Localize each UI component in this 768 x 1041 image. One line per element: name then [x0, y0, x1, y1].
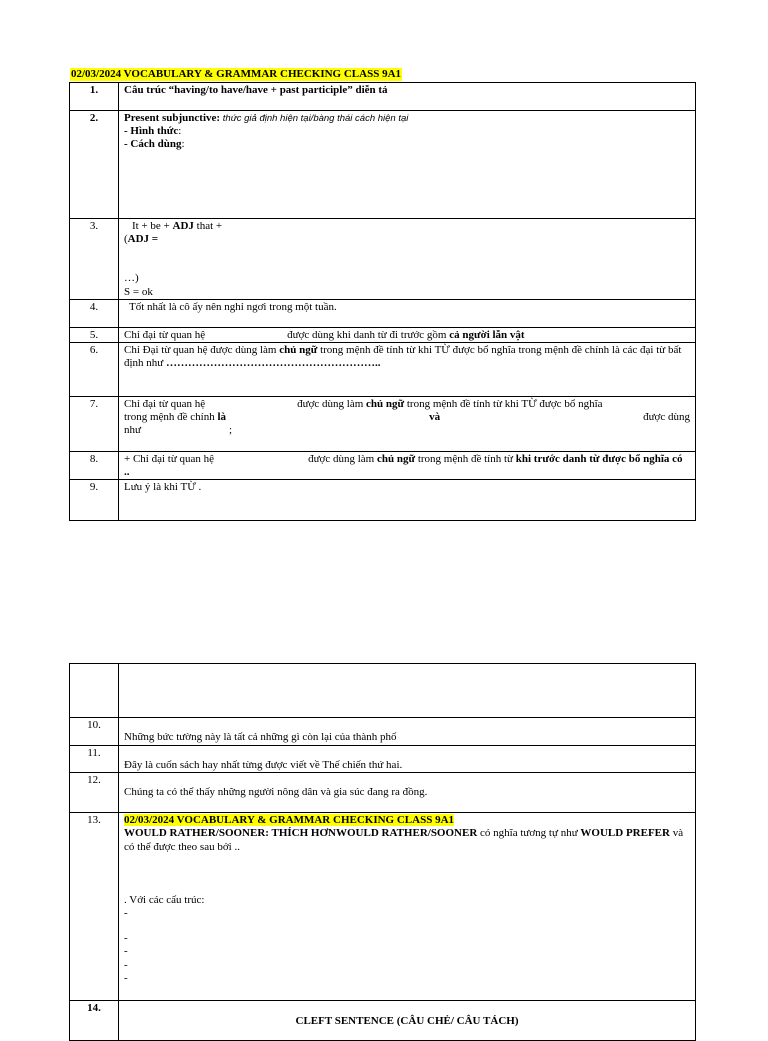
subjunctive-heading: Present subjunctive:	[124, 112, 221, 124]
row-number: 4.	[70, 299, 119, 327]
row-number: 5.	[70, 327, 119, 342]
form-label: - Hình thức	[124, 125, 179, 138]
row-content: Chỉ Đại từ quan hệ được dùng làm chủ ngữ trong mệnh đề tính từ khi TỪ được bổ nghĩa trong mệnh đề chính là các đại từ bất định như …………………………………………………..	[119, 342, 696, 396]
row-text: Câu trúc “having/to have/have + past participle” diễn tả	[119, 83, 696, 111]
row-text: Những bức tường này là tất cả những gì còn lại của thành phố	[119, 718, 696, 746]
subjunctive-note: thức giả định hiện tại/bàng thái cách hiện tại	[222, 113, 409, 124]
cleft-sentence-heading: CLEFT SENTENCE (CÂU CHẺ/ CÂU TÁCH)	[119, 1001, 696, 1041]
row-content: 02/03/2024 VOCABULARY & GRAMMAR CHECKING CLASS 9A1 WOULD RATHER/SOONER: THÍCH HƠNWOULD RATHER/SOONER có nghĩa tương tự như WOULD PREFER và có thể được theo sau bởi .. . Với các cấu trúc: - - - - -	[119, 813, 696, 1001]
usage-label: - Cách dùng	[124, 138, 182, 151]
table-row	[70, 219, 696, 300]
table-row	[70, 746, 696, 773]
table-row	[70, 773, 696, 813]
worksheet-title: 02/03/2024 VOCABULARY & GRAMMAR CHECKING CLASS 9A1	[71, 68, 402, 80]
table-row	[70, 327, 696, 342]
row-content: Chỉ đại từ quan hệ được dùng khi danh từ đi trước gồm cả người lẫn vật	[119, 327, 696, 342]
row-number: 13.	[70, 813, 119, 1001]
table-row	[70, 1001, 696, 1041]
table-row	[70, 342, 696, 396]
row-content: Present subjunctive: thức giả định hiện tại/bàng thái cách hiện tại - Hình thức: - Cách dùng:	[119, 111, 696, 219]
table-row	[70, 396, 696, 451]
table-row	[70, 718, 696, 746]
row-number: 6.	[70, 342, 119, 396]
table-row	[70, 480, 696, 521]
row-content: + Chỉ đại từ quan hệ được dùng làm chủ ngữ trong mệnh đề tính từ khi trước danh từ được bổ nghĩa có ..	[119, 451, 696, 479]
row-number: 3.	[70, 219, 119, 300]
row-number: 14.	[70, 1001, 119, 1041]
row-number: 10.	[70, 718, 119, 746]
row-number: 2.	[70, 111, 119, 219]
table-row	[70, 299, 696, 327]
row-text: Tốt nhất là cô ấy nên nghỉ ngơi trong một tuần.	[119, 299, 696, 327]
table-row	[70, 813, 696, 1001]
grammar-table-1	[69, 82, 696, 521]
row-number: 9.	[70, 480, 119, 521]
table-row	[70, 111, 696, 219]
grammar-table-2	[69, 663, 696, 1041]
row-text: Đây là cuốn sách hay nhất từng được viết về Thế chiến thứ hai.	[119, 746, 696, 773]
row-text: Chúng ta có thể thấy những người nông dân và gia súc đang ra đồng.	[119, 773, 696, 813]
table-row	[70, 664, 696, 718]
section-title: 02/03/2024 VOCABULARY & GRAMMAR CHECKING CLASS 9A1	[124, 814, 455, 827]
row-number: 8.	[70, 451, 119, 479]
row-content: It + be + ADJ that + (ADJ = …) S = ok	[119, 219, 696, 300]
table-row	[70, 451, 696, 479]
row-number: 12.	[70, 773, 119, 813]
row-text: Lưu ý là khi TỪ .	[119, 480, 696, 521]
row-content: Chỉ đại từ quan hệ được dùng làm chủ ngữ trong mệnh đề tính từ khi TỪ được bổ nghĩa trong mệnh đề chính là và được dùng như ;	[119, 396, 696, 451]
table-row	[70, 83, 696, 111]
row-number: 11.	[70, 746, 119, 773]
row-number: 7.	[70, 396, 119, 451]
row-number: 1.	[70, 83, 119, 111]
